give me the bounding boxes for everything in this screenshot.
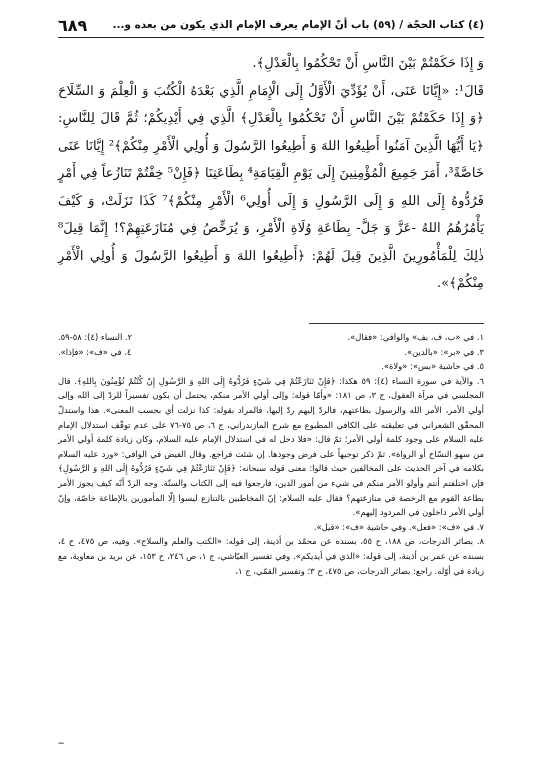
footnote-1: ١. في «ب، ف، بف» والوافي: «فقال». (347, 332, 484, 342)
continuation-mark: -- (58, 738, 64, 749)
page-header (58, 14, 484, 36)
hadith-paragraph: وَ إِذَا حَكَمْتُمْ بَيْنَ النَّاسِ أَنْ تَحْكُمُوا بِالْعَدْلِ﴾. (252, 56, 484, 71)
footnotes (58, 330, 484, 578)
hadith-text (58, 50, 484, 298)
footnote-row (58, 345, 484, 360)
header-divider (58, 37, 484, 38)
footnote-4: ٤. في «ف»: «فإذا». (58, 346, 132, 357)
footnote-row (58, 330, 484, 345)
page-number: ٦٨٩ (58, 15, 88, 35)
footnote-2: ٢. النساء (٤): ٥٨-٥٩. (58, 332, 133, 342)
running-title: (٤) كتاب الحجّة / (٥٩) باب أنّ الإمام يعرف الإمام الذي يكون من بعده و... (112, 19, 484, 31)
footnote-6: ٦. والآية في سورة النساء (٤): ٥٩ هكذا: ﴿فَإِنْ تَنَازَعْتُمْ فِي شَيْءٍ فَرُدُّوهُ إِلَى اللهِ وَ الرَّسُولِ إِنْ كُنْتُمْ تُؤْمِنُونَ بِاللهِ﴾. قال المجلسي في مرآة العقول، ج ٣، ص ١٨١: «وأمّا قوله: وإلى أولي الأمر منكم، يحتمل أن يكون تفسيراً للردّ إلى الله وإلى أولي الأمر، الأمر الله والرسول بطاعتهم، فالردّ إليهم ردّ إليها، فالمراد بقوله: كذا نزلت أي بحسب المعنى». هذا واستدلّ المحقّق الشعراني في تعليقته على الكافي المطبوع مع شرح المازندراني، ج ٦، ص ٧٥-٧٦ على عدم توقّف استدلال الإمام عليه السلام على وجود كلمة أولي الأمر؛ ثمّ قال: «فلا دخل له في استدلال الإمام عليه السلام، وكان زيادة كلمة أولي الأمر من سهو النسّاخ أو الرواة». ثمّ ذكر توجيهاً على فرض وجودها. إن شئت فراجع. وقال الفيض في الوافي: «ورد عليه السلام بكلامه في آخر الحديث على المخالفين حيث قالوا: معنى قوله سبحانه: ﴿فَإِنْ تَنَازَعْتُمْ فِي شَيْءٍ فَرُدُّوهُ إِلَى اللهِ وَ الرَّسُولِ﴾ فإن اختلفتم أنتم وأولو الأمر منكم في شيء من أمور الدين، فارجعوا فيه إلى الكتاب والسنّة. وجه الردّ أنّه كيف يجوز الأمر بطاعة القوم مع الرخصة في منازعتهم؟ فقال عليه السلام: إنّ المخاطبين بالتنازع ليسوا إلّا المأمورين بالإطاعة خاصّة، وإنّ أولي الأمر داخلون في المردود إليهم». (58, 375, 485, 518)
hadith-paragraph: قَالَ¹: «إِيَّانَا عَنَى، أَنْ يُؤَدِّيَ الْأَوَّلُ إِلَى الْإِمَامِ الَّذِي بَعْدَهُ الْكُتُبَ وَ الْعِلْمَ وَ السِّلَاحَ ﴿وَ إِذَا حَكَمْتُمْ بَيْنَ النَّاسِ أَنْ تَحْكُمُوا بِالْعَدْلِ﴾ الَّذِي فِي أَيْدِيكُمْ؛ ثُمَّ قَالَ لِلنَّاسِ: ﴿يَا أَيُّهَا الَّذِينَ آمَنُوا أَطِيعُوا اللهَ وَ أَطِيعُوا الرَّسُولَ وَ أُولِي الْأَمْرِ مِنْكُمْ﴾² إِيَّانَا عَنَى خَاصَّةً³، أَمَرَ جَمِيعَ الْمُؤْمِنِينَ إِلَى يَوْمِ الْقِيَامَةِ⁴ بِطَاعَتِنَا ﴿فَإِنْ⁵ خِفْتُمْ تَنَازُعاً فِي أَمْرٍ فَرُدُّوهُ إِلَى اللهِ وَ إِلَى الرَّسُولِ وَ إِلَى أُولِي⁶ الْأَمْرِ مِنْكُمْ﴾⁷ كَذَا نَزَلَتْ، وَ كَيْفَ يَأْمُرُهُمُ اللهُ -عَزَّ وَ جَلَّ- بِطَاعَةِ وُلَاةِ الْأَمْرِ، وَ يُرَخِّصُ فِي مُنَازَعَتِهِمْ؟! إِنَّمَا قِيلَ⁸ ذٰلِكَ لِلْمَأْمُورِينَ الَّذِينَ قِيلَ لَهُمْ: ﴿أَطِيعُوا اللهَ وَ أَطِيعُوا الرَّسُولَ وَ أُولِي الْأَمْرِ مِنْكُمْ﴾». (58, 83, 485, 291)
footnote-5: ٥. في حاشية «بس»: «ولاة». (381, 361, 484, 372)
footnote-3: ٣. في «بر»: «بالدين». (404, 346, 484, 357)
footnote-8: ٨. بصائر الدرجات، ص ١٨٨، ح ٥٥، بسنده عن محمّد بن أذينة، إلى قوله: «الكتب والعلم والسلاح». وفيه، ص ٤٧٥، ح ٤، بسنده عن عمر بن أذينة، إلى قوله: «الذي في أيديكم». وفي تفسير العيّاشي، ج ١، ص ٢٤٦، ح ١٥٣، عن بريد بن معاوية، مع زيادة في أوّله. راجع: بصائر الدرجات، ص ٤٧٥، ح ٣؛ وتفسير القمّي، ج ١، (58, 536, 485, 576)
footnote-7: ٧. في «ف»: «فعل». وفي حاشية «ف»: «قيل». (313, 521, 484, 532)
footnote-divider (309, 323, 484, 324)
